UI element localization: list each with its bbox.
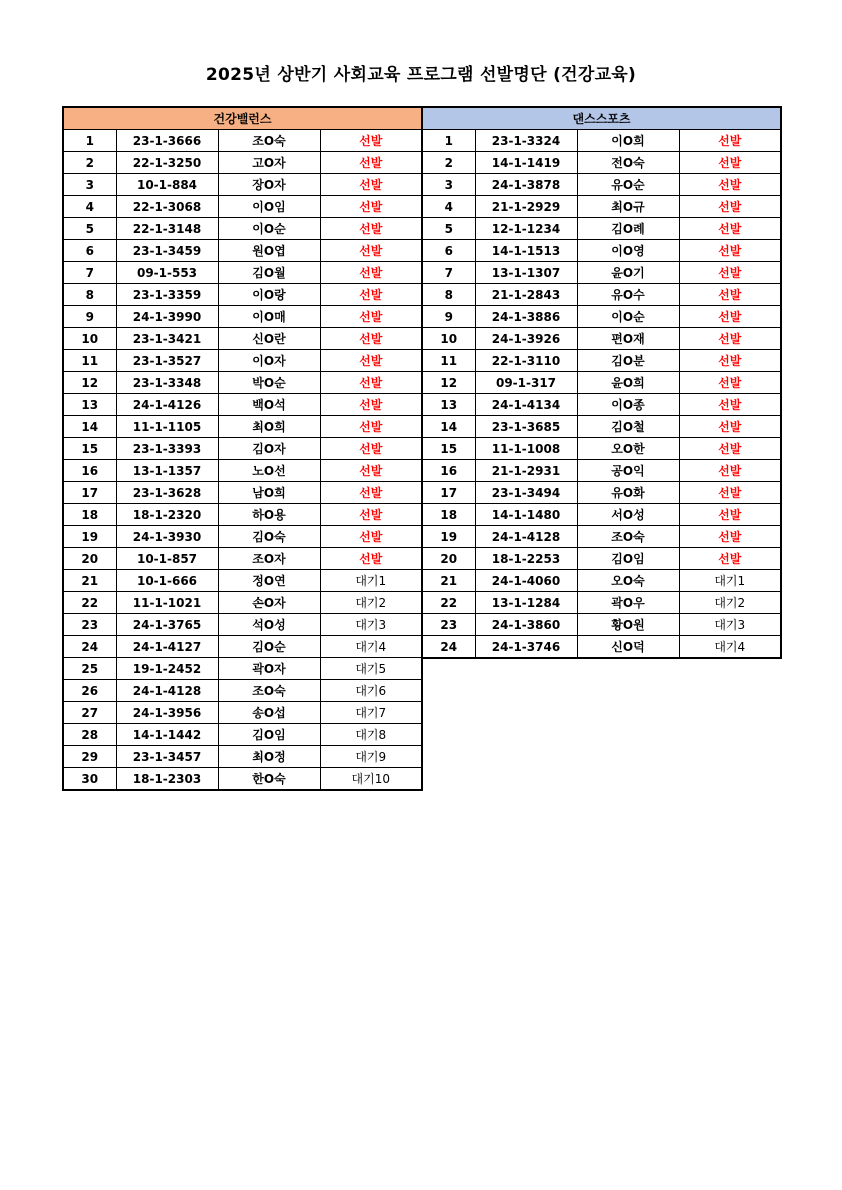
member-id-cell: 23-1-3459 bbox=[116, 240, 218, 262]
member-name-cell: 편O재 bbox=[577, 328, 679, 350]
selection-status-cell: 선발 bbox=[320, 482, 422, 504]
row-number-cell: 21 bbox=[63, 570, 116, 592]
member-name-cell: 박O순 bbox=[218, 372, 320, 394]
row-number-cell: 20 bbox=[63, 548, 116, 570]
table-row bbox=[63, 504, 422, 526]
table-row bbox=[422, 570, 781, 592]
row-number-cell: 1 bbox=[422, 130, 475, 152]
row-number-cell: 14 bbox=[63, 416, 116, 438]
row-number-cell: 29 bbox=[63, 746, 116, 768]
member-name-cell: 김O분 bbox=[577, 350, 679, 372]
table-row bbox=[422, 350, 781, 372]
selection-status-cell: 대기2 bbox=[679, 592, 781, 614]
table-row bbox=[422, 174, 781, 196]
member-id-cell: 18-1-2303 bbox=[116, 768, 218, 791]
member-name-cell: 김O임 bbox=[218, 724, 320, 746]
member-name-cell: 조O숙 bbox=[218, 680, 320, 702]
member-name-cell: 석O성 bbox=[218, 614, 320, 636]
table-row bbox=[63, 658, 422, 680]
page-title: 2025년 상반기 사회교육 프로그램 선발명단 (건강교육) bbox=[205, 65, 637, 85]
member-id-cell: 19-1-2452 bbox=[116, 658, 218, 680]
selection-status-cell: 선발 bbox=[679, 372, 781, 394]
table-row bbox=[63, 526, 422, 548]
table-row bbox=[63, 174, 422, 196]
row-number-cell: 7 bbox=[63, 262, 116, 284]
member-id-cell: 21-1-2843 bbox=[475, 284, 577, 306]
member-name-cell: 조O숙 bbox=[577, 526, 679, 548]
table-row bbox=[422, 372, 781, 394]
member-name-cell: 오O한 bbox=[577, 438, 679, 460]
member-id-cell: 23-1-3393 bbox=[116, 438, 218, 460]
member-name-cell: 최O정 bbox=[218, 746, 320, 768]
member-id-cell: 24-1-3765 bbox=[116, 614, 218, 636]
member-name-cell: 이O순 bbox=[218, 218, 320, 240]
member-name-cell: 공O익 bbox=[577, 460, 679, 482]
member-id-cell: 23-1-3324 bbox=[475, 130, 577, 152]
member-id-cell: 12-1-1234 bbox=[475, 218, 577, 240]
member-name-cell: 이O종 bbox=[577, 394, 679, 416]
row-number-cell: 26 bbox=[63, 680, 116, 702]
table-row bbox=[422, 460, 781, 482]
table-row bbox=[422, 614, 781, 636]
selection-status-cell: 대기4 bbox=[320, 636, 422, 658]
member-name-cell: 손O자 bbox=[218, 592, 320, 614]
dance-sports-table bbox=[421, 106, 782, 659]
table-row bbox=[63, 438, 422, 460]
member-id-cell: 24-1-3886 bbox=[475, 306, 577, 328]
member-id-cell: 21-1-2931 bbox=[475, 460, 577, 482]
row-number-cell: 13 bbox=[63, 394, 116, 416]
member-name-cell: 고O자 bbox=[218, 152, 320, 174]
row-number-cell: 18 bbox=[422, 504, 475, 526]
selection-status-cell: 선발 bbox=[320, 284, 422, 306]
member-id-cell: 14-1-1419 bbox=[475, 152, 577, 174]
row-number-cell: 20 bbox=[422, 548, 475, 570]
selection-status-cell: 선발 bbox=[679, 262, 781, 284]
member-name-cell: 곽O우 bbox=[577, 592, 679, 614]
selection-status-cell: 선발 bbox=[679, 152, 781, 174]
row-number-cell: 24 bbox=[63, 636, 116, 658]
row-number-cell: 25 bbox=[63, 658, 116, 680]
table-row bbox=[422, 592, 781, 614]
selection-status-cell: 선발 bbox=[320, 350, 422, 372]
table-row bbox=[63, 416, 422, 438]
row-number-cell: 4 bbox=[422, 196, 475, 218]
table-row bbox=[63, 196, 422, 218]
selection-status-cell: 선발 bbox=[679, 416, 781, 438]
selection-status-cell: 선발 bbox=[320, 130, 422, 152]
selection-status-cell: 선발 bbox=[320, 240, 422, 262]
member-id-cell: 22-1-3110 bbox=[475, 350, 577, 372]
row-number-cell: 11 bbox=[63, 350, 116, 372]
member-name-cell: 최O규 bbox=[577, 196, 679, 218]
selection-status-cell: 선발 bbox=[320, 438, 422, 460]
selection-status-cell: 대기2 bbox=[320, 592, 422, 614]
selection-status-cell: 대기5 bbox=[320, 658, 422, 680]
member-name-cell: 최O희 bbox=[218, 416, 320, 438]
member-id-cell: 23-1-3628 bbox=[116, 482, 218, 504]
member-id-cell: 09-1-317 bbox=[475, 372, 577, 394]
member-name-cell: 김O자 bbox=[218, 438, 320, 460]
member-name-cell: 김O월 bbox=[218, 262, 320, 284]
member-id-cell: 10-1-857 bbox=[116, 548, 218, 570]
row-number-cell: 2 bbox=[422, 152, 475, 174]
member-id-cell: 23-1-3457 bbox=[116, 746, 218, 768]
selection-status-cell: 선발 bbox=[320, 460, 422, 482]
row-number-cell: 13 bbox=[422, 394, 475, 416]
row-number-cell: 4 bbox=[63, 196, 116, 218]
member-id-cell: 23-1-3421 bbox=[116, 328, 218, 350]
table-row bbox=[63, 262, 422, 284]
table-row bbox=[422, 284, 781, 306]
row-number-cell: 19 bbox=[422, 526, 475, 548]
table-row bbox=[63, 284, 422, 306]
member-id-cell: 11-1-1105 bbox=[116, 416, 218, 438]
member-name-cell: 하O용 bbox=[218, 504, 320, 526]
table-row bbox=[422, 328, 781, 350]
selection-status-cell: 선발 bbox=[679, 196, 781, 218]
member-id-cell: 10-1-884 bbox=[116, 174, 218, 196]
selection-status-cell: 대기8 bbox=[320, 724, 422, 746]
member-name-cell: 장O자 bbox=[218, 174, 320, 196]
row-number-cell: 23 bbox=[63, 614, 116, 636]
table-row bbox=[422, 240, 781, 262]
table-row bbox=[63, 702, 422, 724]
member-id-cell: 18-1-2320 bbox=[116, 504, 218, 526]
member-id-cell: 09-1-553 bbox=[116, 262, 218, 284]
row-number-cell: 10 bbox=[422, 328, 475, 350]
table-row bbox=[63, 306, 422, 328]
selection-status-cell: 대기3 bbox=[320, 614, 422, 636]
row-number-cell: 14 bbox=[422, 416, 475, 438]
member-name-cell: 신O덕 bbox=[577, 636, 679, 659]
member-id-cell: 22-1-3250 bbox=[116, 152, 218, 174]
row-number-cell: 23 bbox=[422, 614, 475, 636]
selection-status-cell: 선발 bbox=[679, 460, 781, 482]
selection-status-cell: 선발 bbox=[679, 328, 781, 350]
row-number-cell: 2 bbox=[63, 152, 116, 174]
row-number-cell: 19 bbox=[63, 526, 116, 548]
selection-status-cell: 선발 bbox=[679, 240, 781, 262]
member-name-cell: 정O연 bbox=[218, 570, 320, 592]
row-number-cell: 27 bbox=[63, 702, 116, 724]
row-number-cell: 16 bbox=[422, 460, 475, 482]
member-id-cell: 11-1-1021 bbox=[116, 592, 218, 614]
table-row bbox=[422, 218, 781, 240]
member-id-cell: 24-1-3878 bbox=[475, 174, 577, 196]
row-number-cell: 12 bbox=[63, 372, 116, 394]
table-header-row bbox=[63, 107, 422, 130]
table-row bbox=[63, 482, 422, 504]
member-id-cell: 11-1-1008 bbox=[475, 438, 577, 460]
selection-status-cell: 선발 bbox=[320, 328, 422, 350]
table-row bbox=[63, 328, 422, 350]
member-id-cell: 21-1-2929 bbox=[475, 196, 577, 218]
member-id-cell: 13-1-1307 bbox=[475, 262, 577, 284]
selection-status-cell: 선발 bbox=[679, 438, 781, 460]
row-number-cell: 16 bbox=[63, 460, 116, 482]
member-id-cell: 23-1-3527 bbox=[116, 350, 218, 372]
row-number-cell: 11 bbox=[422, 350, 475, 372]
row-number-cell: 17 bbox=[422, 482, 475, 504]
table-header-row bbox=[422, 107, 781, 130]
table-row bbox=[63, 152, 422, 174]
table-row bbox=[422, 130, 781, 152]
member-name-cell: 유O수 bbox=[577, 284, 679, 306]
table-row bbox=[63, 680, 422, 702]
member-name-cell: 전O숙 bbox=[577, 152, 679, 174]
member-id-cell: 24-1-3990 bbox=[116, 306, 218, 328]
selection-status-cell: 선발 bbox=[320, 504, 422, 526]
table-row bbox=[422, 262, 781, 284]
row-number-cell: 18 bbox=[63, 504, 116, 526]
member-id-cell: 24-1-4134 bbox=[475, 394, 577, 416]
member-id-cell: 13-1-1357 bbox=[116, 460, 218, 482]
health-balance-header: 건강밸런스 bbox=[63, 107, 422, 130]
member-name-cell: 황O원 bbox=[577, 614, 679, 636]
table-row bbox=[422, 636, 781, 659]
member-id-cell: 22-1-3148 bbox=[116, 218, 218, 240]
row-number-cell: 28 bbox=[63, 724, 116, 746]
member-id-cell: 23-1-3666 bbox=[116, 130, 218, 152]
table-row bbox=[422, 152, 781, 174]
row-number-cell: 5 bbox=[422, 218, 475, 240]
table-row bbox=[422, 306, 781, 328]
member-name-cell: 윤O희 bbox=[577, 372, 679, 394]
member-name-cell: 윤O기 bbox=[577, 262, 679, 284]
member-id-cell: 24-1-3860 bbox=[475, 614, 577, 636]
row-number-cell: 30 bbox=[63, 768, 116, 791]
member-name-cell: 이O희 bbox=[577, 130, 679, 152]
table-row bbox=[422, 394, 781, 416]
member-name-cell: 이O매 bbox=[218, 306, 320, 328]
table-row bbox=[422, 438, 781, 460]
row-number-cell: 5 bbox=[63, 218, 116, 240]
member-name-cell: 신O란 bbox=[218, 328, 320, 350]
table-row bbox=[63, 372, 422, 394]
member-id-cell: 24-1-4060 bbox=[475, 570, 577, 592]
selection-status-cell: 선발 bbox=[679, 350, 781, 372]
table-row bbox=[63, 548, 422, 570]
selection-status-cell: 선발 bbox=[679, 284, 781, 306]
member-name-cell: 노O선 bbox=[218, 460, 320, 482]
row-number-cell: 22 bbox=[422, 592, 475, 614]
member-name-cell: 서O성 bbox=[577, 504, 679, 526]
table-row bbox=[422, 504, 781, 526]
row-number-cell: 17 bbox=[63, 482, 116, 504]
selection-status-cell: 선발 bbox=[320, 526, 422, 548]
selection-status-cell: 선발 bbox=[320, 262, 422, 284]
member-name-cell: 이O영 bbox=[577, 240, 679, 262]
member-id-cell: 13-1-1284 bbox=[475, 592, 577, 614]
member-name-cell: 김O임 bbox=[577, 548, 679, 570]
row-number-cell: 7 bbox=[422, 262, 475, 284]
member-name-cell: 유O순 bbox=[577, 174, 679, 196]
table-row bbox=[63, 636, 422, 658]
table-row bbox=[422, 526, 781, 548]
row-number-cell: 8 bbox=[422, 284, 475, 306]
member-name-cell: 이O순 bbox=[577, 306, 679, 328]
member-name-cell: 한O숙 bbox=[218, 768, 320, 791]
member-name-cell: 이O임 bbox=[218, 196, 320, 218]
selection-status-cell: 선발 bbox=[679, 394, 781, 416]
table-row bbox=[63, 460, 422, 482]
row-number-cell: 10 bbox=[63, 328, 116, 350]
selection-status-cell: 선발 bbox=[679, 526, 781, 548]
selection-status-cell: 선발 bbox=[320, 174, 422, 196]
selection-status-cell: 대기1 bbox=[679, 570, 781, 592]
member-id-cell: 23-1-3348 bbox=[116, 372, 218, 394]
selection-status-cell: 선발 bbox=[320, 196, 422, 218]
member-name-cell: 남O희 bbox=[218, 482, 320, 504]
selection-status-cell: 선발 bbox=[679, 218, 781, 240]
member-name-cell: 곽O자 bbox=[218, 658, 320, 680]
selection-status-cell: 대기10 bbox=[320, 768, 422, 791]
member-name-cell: 백O석 bbox=[218, 394, 320, 416]
member-name-cell: 김O순 bbox=[218, 636, 320, 658]
table-row bbox=[422, 548, 781, 570]
row-number-cell: 9 bbox=[422, 306, 475, 328]
selection-status-cell: 선발 bbox=[679, 174, 781, 196]
member-id-cell: 24-1-3930 bbox=[116, 526, 218, 548]
member-id-cell: 18-1-2253 bbox=[475, 548, 577, 570]
member-id-cell: 14-1-1513 bbox=[475, 240, 577, 262]
row-number-cell: 15 bbox=[63, 438, 116, 460]
health-balance-table bbox=[62, 106, 423, 791]
table-row bbox=[63, 394, 422, 416]
table-row bbox=[63, 240, 422, 262]
member-id-cell: 14-1-1480 bbox=[475, 504, 577, 526]
member-name-cell: 조O숙 bbox=[218, 130, 320, 152]
selection-status-cell: 선발 bbox=[320, 416, 422, 438]
table-row bbox=[63, 614, 422, 636]
member-id-cell: 22-1-3068 bbox=[116, 196, 218, 218]
row-number-cell: 6 bbox=[422, 240, 475, 262]
selection-status-cell: 선발 bbox=[320, 548, 422, 570]
row-number-cell: 8 bbox=[63, 284, 116, 306]
dance-sports-header: 댄스스포츠 bbox=[422, 107, 781, 130]
selection-status-cell: 선발 bbox=[679, 130, 781, 152]
selection-status-cell: 선발 bbox=[320, 306, 422, 328]
member-id-cell: 24-1-4128 bbox=[475, 526, 577, 548]
selection-status-cell: 선발 bbox=[320, 394, 422, 416]
selection-status-cell: 선발 bbox=[679, 482, 781, 504]
member-name-cell: 김O숙 bbox=[218, 526, 320, 548]
table-row bbox=[63, 350, 422, 372]
selection-status-cell: 대기7 bbox=[320, 702, 422, 724]
table-row bbox=[63, 746, 422, 768]
member-id-cell: 23-1-3494 bbox=[475, 482, 577, 504]
member-name-cell: 원O엽 bbox=[218, 240, 320, 262]
member-name-cell: 김O례 bbox=[577, 218, 679, 240]
row-number-cell: 24 bbox=[422, 636, 475, 659]
table-row bbox=[422, 482, 781, 504]
member-id-cell: 14-1-1442 bbox=[116, 724, 218, 746]
selection-status-cell: 대기6 bbox=[320, 680, 422, 702]
row-number-cell: 1 bbox=[63, 130, 116, 152]
selection-status-cell: 선발 bbox=[679, 306, 781, 328]
table-row bbox=[63, 130, 422, 152]
member-id-cell: 23-1-3359 bbox=[116, 284, 218, 306]
table-row bbox=[63, 592, 422, 614]
row-number-cell: 22 bbox=[63, 592, 116, 614]
member-id-cell: 24-1-4127 bbox=[116, 636, 218, 658]
table-row bbox=[422, 196, 781, 218]
row-number-cell: 9 bbox=[63, 306, 116, 328]
member-name-cell: 오O숙 bbox=[577, 570, 679, 592]
selection-status-cell: 대기1 bbox=[320, 570, 422, 592]
selection-status-cell: 대기9 bbox=[320, 746, 422, 768]
member-name-cell: 이O랑 bbox=[218, 284, 320, 306]
member-name-cell: 송O섭 bbox=[218, 702, 320, 724]
member-name-cell: 유O화 bbox=[577, 482, 679, 504]
selection-status-cell: 선발 bbox=[320, 372, 422, 394]
table-row bbox=[63, 218, 422, 240]
member-id-cell: 24-1-3746 bbox=[475, 636, 577, 659]
member-name-cell: 조O자 bbox=[218, 548, 320, 570]
selection-status-cell: 선발 bbox=[320, 152, 422, 174]
selection-status-cell: 대기4 bbox=[679, 636, 781, 659]
selection-status-cell: 대기3 bbox=[679, 614, 781, 636]
row-number-cell: 3 bbox=[63, 174, 116, 196]
member-id-cell: 24-1-4128 bbox=[116, 680, 218, 702]
member-id-cell: 23-1-3685 bbox=[475, 416, 577, 438]
member-id-cell: 10-1-666 bbox=[116, 570, 218, 592]
selection-status-cell: 선발 bbox=[679, 548, 781, 570]
member-id-cell: 24-1-4126 bbox=[116, 394, 218, 416]
selection-status-cell: 선발 bbox=[320, 218, 422, 240]
table-row bbox=[63, 768, 422, 791]
table-row bbox=[63, 724, 422, 746]
row-number-cell: 12 bbox=[422, 372, 475, 394]
member-name-cell: 김O철 bbox=[577, 416, 679, 438]
row-number-cell: 6 bbox=[63, 240, 116, 262]
row-number-cell: 21 bbox=[422, 570, 475, 592]
row-number-cell: 15 bbox=[422, 438, 475, 460]
selection-status-cell: 선발 bbox=[679, 504, 781, 526]
table-row bbox=[422, 416, 781, 438]
member-name-cell: 이O자 bbox=[218, 350, 320, 372]
member-id-cell: 24-1-3926 bbox=[475, 328, 577, 350]
row-number-cell: 3 bbox=[422, 174, 475, 196]
member-id-cell: 24-1-3956 bbox=[116, 702, 218, 724]
table-row bbox=[63, 570, 422, 592]
